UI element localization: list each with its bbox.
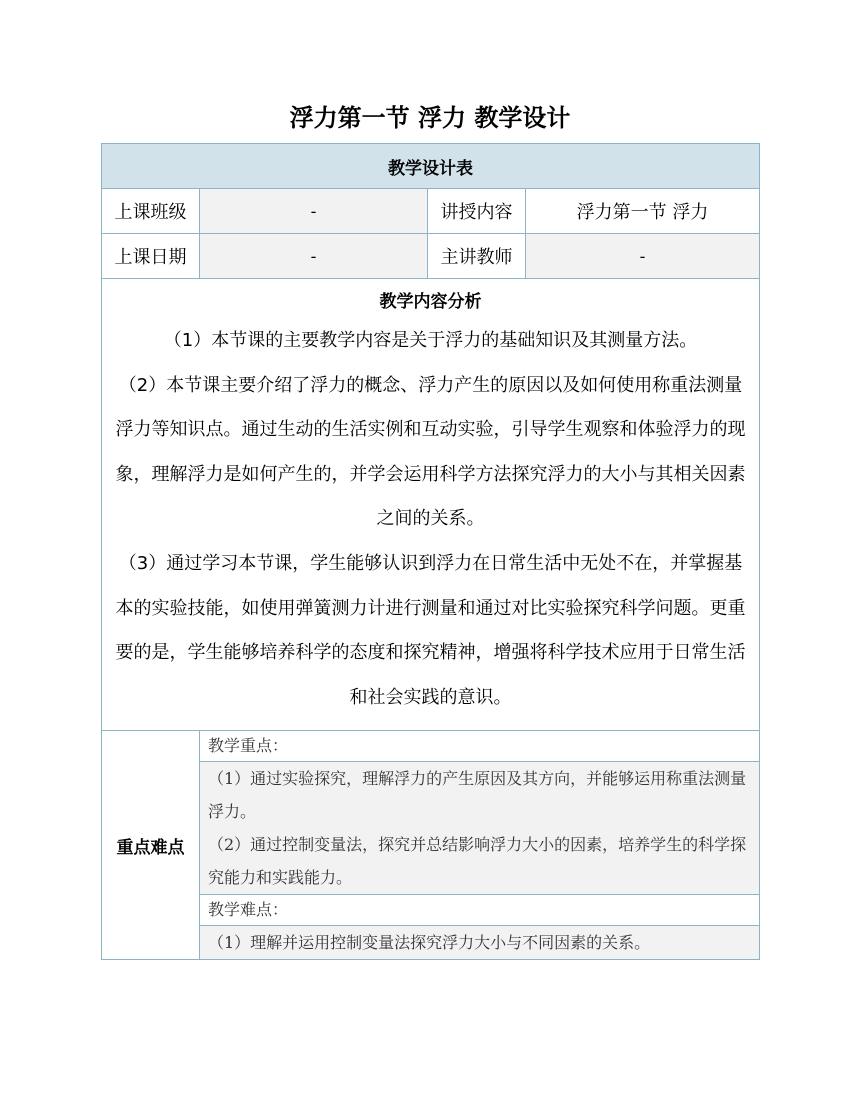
analysis-paragraph: （1）本节课的主要教学内容是关于浮力的基础知识及其测量方法。 xyxy=(163,330,698,351)
teacher-label: 主讲教师 xyxy=(428,234,526,279)
page-title: 浮力第一节 浮力 教学设计 xyxy=(289,104,571,132)
teaching-design-table xyxy=(101,143,760,960)
key-points-label: 重点难点 xyxy=(102,731,200,960)
focus-title: 教学重点： xyxy=(200,731,760,762)
analysis-paragraph: （3）通过学习本节课，学生能够认识到浮力在日常生活中无处不在，并掌握基本的实验技能，如使用弹簧测力计进行测量和通过对比实验探究科学问题。更重要的是，学生能够培养科学的态度和探究精神，增强将科学技术应用于日常生活和社会实践的意识。 xyxy=(115,552,746,708)
focus-item: （2）通过控制变量法，探究并总结影响浮力大小的因素，培养学生的科学探究能力和实践能力。 xyxy=(208,835,747,888)
focus-item: （1）通过实验探究，理解浮力的产生原因及其方向，并能够运用称重法测量浮力。 xyxy=(208,769,747,822)
difficulty-items xyxy=(200,926,760,960)
class-value: - xyxy=(200,189,428,234)
content-value: 浮力第一节 浮力 xyxy=(526,189,760,234)
class-label: 上课班级 xyxy=(102,189,200,234)
analysis-paragraph: （2）本节课主要介绍了浮力的概念、浮力产生的原因以及如何使用称重法测量浮力等知识点。通过生动的生活实例和互动实验，引导学生观察和体验浮力的现象，理解浮力是如何产生的，并学会运用科学方法探究浮力的大小与其相关因素之间的关系。 xyxy=(115,374,746,530)
content-analysis-section xyxy=(102,279,760,731)
date-label: 上课日期 xyxy=(102,234,200,279)
content-label: 讲授内容 xyxy=(428,189,526,234)
table-header: 教学设计表 xyxy=(102,144,760,189)
teacher-value: - xyxy=(526,234,760,279)
focus-items xyxy=(200,762,760,895)
analysis-heading: 教学内容分析 xyxy=(379,292,482,312)
date-value: - xyxy=(200,234,428,279)
difficulty-item: （1）理解并运用控制变量法探究浮力大小与不同因素的关系。 xyxy=(208,933,651,953)
difficulty-title: 教学难点： xyxy=(200,895,760,926)
